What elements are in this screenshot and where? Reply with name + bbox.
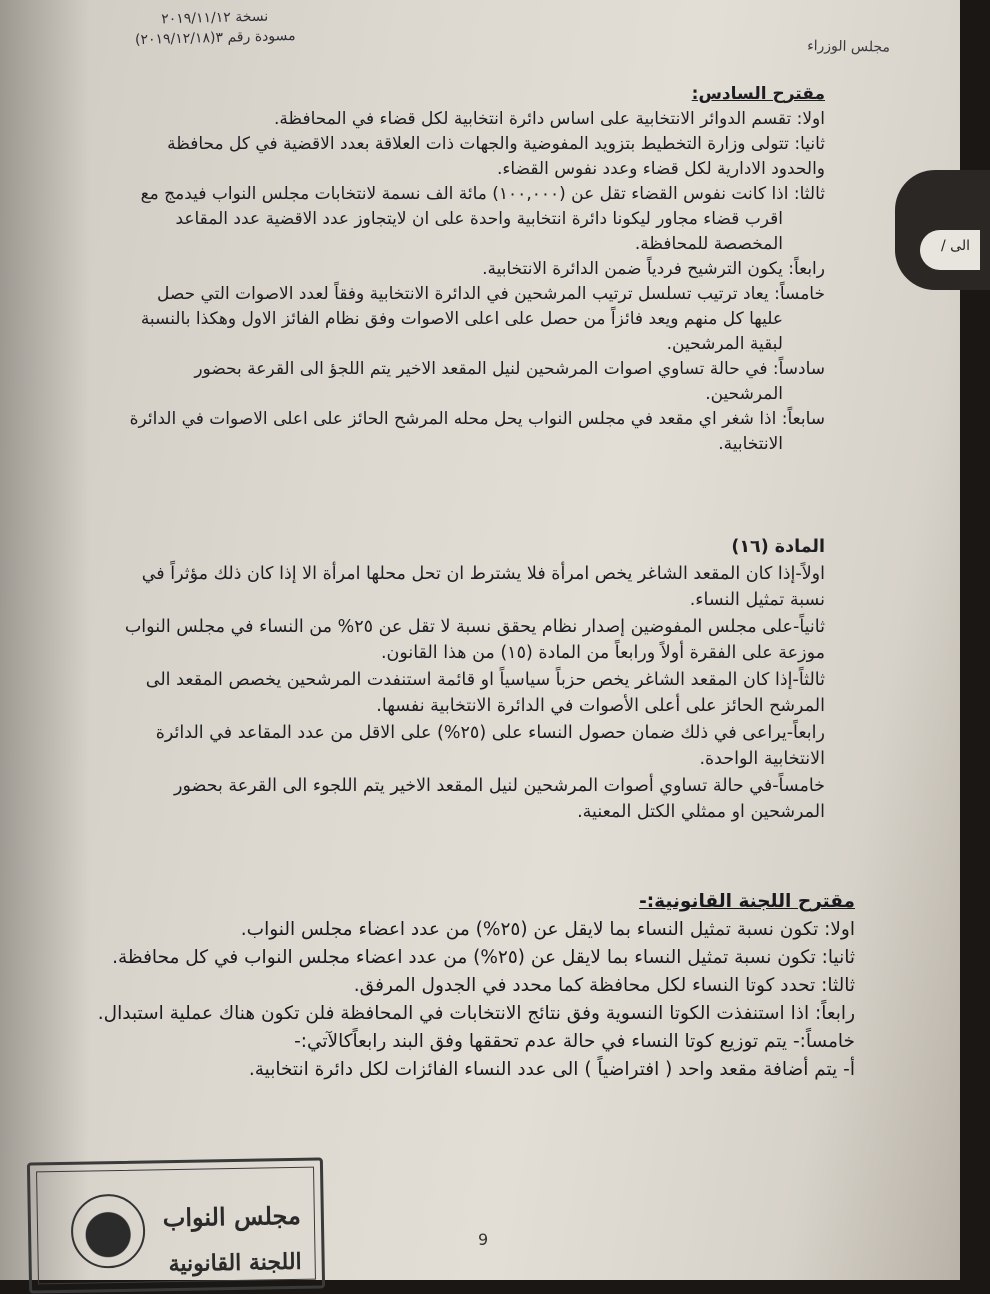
clause-line: رابعاً: اذا استنفذت الكوتا النسوية وفق نتائج الانتخابات في المحافظة فلن تكون هناك عملية استبدال.: [97, 1003, 855, 1024]
draft-line: مسودة رقم ٣(٢٠١٩/١٢/١٨): [134, 27, 296, 49]
stamp-line-1: مجلس النواب: [162, 1200, 302, 1233]
clause-line: الانتخابية.: [718, 434, 783, 454]
clause-line: المرشحين.: [705, 384, 783, 404]
clause-line: المخصصة للمحافظة.: [634, 234, 783, 254]
clause-line: رابعاً: يكون الترشيح فردياً ضمن الدائرة الانتخابية.: [482, 259, 825, 279]
version-line: نسخة ٢٠١٩/١١/١٢: [161, 8, 269, 28]
section-article-16: [80, 534, 825, 826]
clause-line: سابعاً: اذا شغر اي مقعد في مجلس النواب يحل محله المرشح الحائز على اعلى الاصوات في الدائرة: [129, 409, 825, 429]
document-header-dates: [95, 5, 336, 51]
clause-line: نسبة تمثيل النساء.: [689, 590, 825, 610]
clause-line: ثالثاً-إذا كان المقعد الشاغر يخص حزباً سياسياً او قائمة استنفدت المرشحين يخصص المقعد الى: [145, 669, 825, 690]
clause-line: رابعاً-يراعى في ذلك ضمان حصول النساء على (٢٥%) على الاقل من عدد المقاعد في الدائرة: [155, 722, 825, 743]
clause-line: ثالثا: تحدد كوتا النساء لكل محافظة كما محدد في الجدول المرفق.: [353, 975, 855, 996]
clause-line: موزعة على الفقرة أولاً ورابعاً من المادة (١٥) من هذا القانون.: [380, 643, 825, 663]
section-legal-committee-proposal: [80, 888, 855, 1084]
adjacent-page-label: الى /: [920, 230, 980, 270]
article-heading: المادة (١٦): [731, 537, 825, 557]
clause-line: الانتخابية الواحدة.: [699, 749, 825, 769]
clause-line: اولا: تقسم الدوائر الانتخابية على اساس دائرة انتخابية لكل قضاء في المحافظة.: [273, 109, 825, 129]
clause-line: ثانيا: تتولى وزارة التخطيط بتزويد المفوضية والجهات ذات العلاقة بعدد الاقضية في كل محافظة: [167, 134, 825, 154]
clause-line: أ- يتم أضافة مقعد واحد ( افتراضياً ) الى عدد النساء الفائزات لكل دائرة انتخابية.: [248, 1059, 855, 1080]
section-heading: مقترح السادس:: [691, 84, 825, 104]
clause-line: اولا: تكون نسبة تمثيل النساء بما لايقل عن (٢٥%) من عدد اعضاء مجلس النواب.: [240, 919, 855, 940]
clause-line: المرشحين او ممثلي الكتل المعنية.: [577, 802, 825, 822]
clause-line: عليها كل منهم ويعد فائزاً من حصل على اعلى الاصوات وفق نظام الفائز الاول وهكذا بالنسبة: [140, 309, 783, 329]
clause-line: ثانيا: تكون نسبة تمثيل النساء بما لايقل عن (٢٥%) من عدد اعضاء مجلس النواب في كل محافظة.: [112, 947, 855, 968]
official-stamp: [27, 1157, 325, 1293]
clause-line: المرشح الحائز على أعلى الأصوات في الدائرة الانتخابية نفسها.: [376, 696, 825, 716]
clause-line: والحدود الادارية لكل قضاء وعدد نفوس القضاء.: [497, 159, 825, 179]
page-number: 9: [478, 1230, 489, 1249]
clause-line: خامساً:- يتم توزيع كوتا النساء في حالة عدم تحققها وفق البند رابعاًكالآتي:-: [294, 1031, 855, 1052]
clause-line: لبقية المرشحين.: [666, 334, 783, 354]
clause-line: سادساً: في حالة تساوي اصوات المرشحين لنيل المقعد الاخير يتم اللجؤ الى القرعة بحضور: [194, 359, 825, 379]
clause-line: اولاً-إذا كان المقعد الشاغر يخص امرأة فلا يشترط ان تحل محلها امرأة الا إذا كان ذلك مؤثراً في: [141, 563, 825, 584]
stamp-line-2: اللجنة القانونية: [168, 1248, 302, 1278]
clause-line: ثالثا: اذا كانت نفوس القضاء تقل عن (١٠٠,٠٠٠) مائة الف نسمة لانتخابات مجلس النواب فيدمج مع: [140, 184, 825, 204]
section-heading: مقترح اللجنة القانونية:-: [639, 891, 855, 912]
clause-line: خامساً-في حالة تساوي أصوات المرشحين لنيل المقعد الاخير يتم اللجوء الى القرعة بحضور: [174, 775, 825, 796]
header-org: مجلس الوزراء: [806, 38, 891, 56]
section-proposal-six: [90, 82, 825, 457]
clause-line: ثانياً-على مجلس المفوضين إصدار نظام يحقق نسبة لا تقل عن ٢٥% من النساء في مجلس النواب: [124, 616, 825, 637]
clause-line: اقرب قضاء مجاور ليكونا دائرة انتخابية واحدة على ان لايتجاوز عدد الاقضية عدد المقاعد: [175, 209, 783, 229]
clause-line: خامساً: يعاد ترتيب تسلسل ترتيب المرشحين في الدائرة الانتخابية وفقاً لعدد الاصوات التي حصل: [156, 284, 825, 304]
